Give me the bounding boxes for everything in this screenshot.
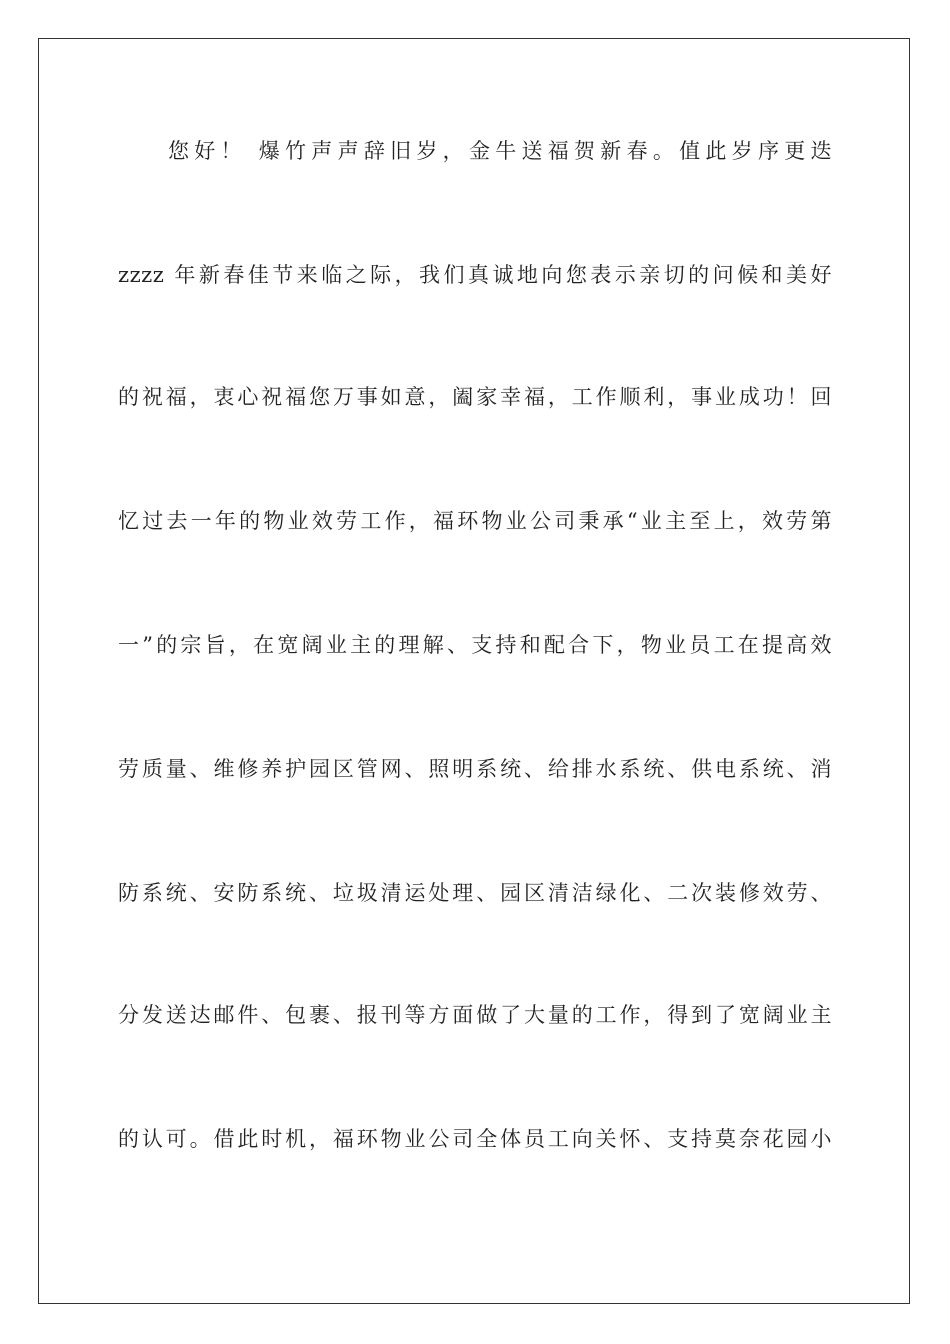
text-line: 您好！ 爆竹声声辞旧岁，金牛送福贺新春。值此岁序更迭 [168,139,832,163]
text-line: 分发送达邮件、包裹、报刊等方面做了大量的工作，得到了宽阔业主 [118,1003,832,1027]
text-line: zzzz 年新春佳节来临之际，我们真诚地向您表示亲切的问候和美好 [118,263,832,287]
text-line: 的认可。借此时机，福环物业公司全体员工向关怀、支持莫奈花园小 [118,1127,832,1151]
text-line: 忆过去一年的物业效劳工作，福环物业公司秉承“业主至上，效劳第 [118,509,832,533]
page-border [38,38,910,1304]
text-line: 的祝福，衷心祝福您万事如意，阖家幸福，工作顺利，事业成功！回 [118,385,832,409]
text-line: 防系统、安防系统、垃圾清运处理、园区清洁绿化、二次装修效劳、 [118,881,832,905]
text-line: 劳质量、维修养护园区管网、照明系统、给排水系统、供电系统、消 [118,757,832,781]
text-line: 一”的宗旨，在宽阔业主的理解、支持和配合下，物业员工在提高效 [118,633,832,657]
